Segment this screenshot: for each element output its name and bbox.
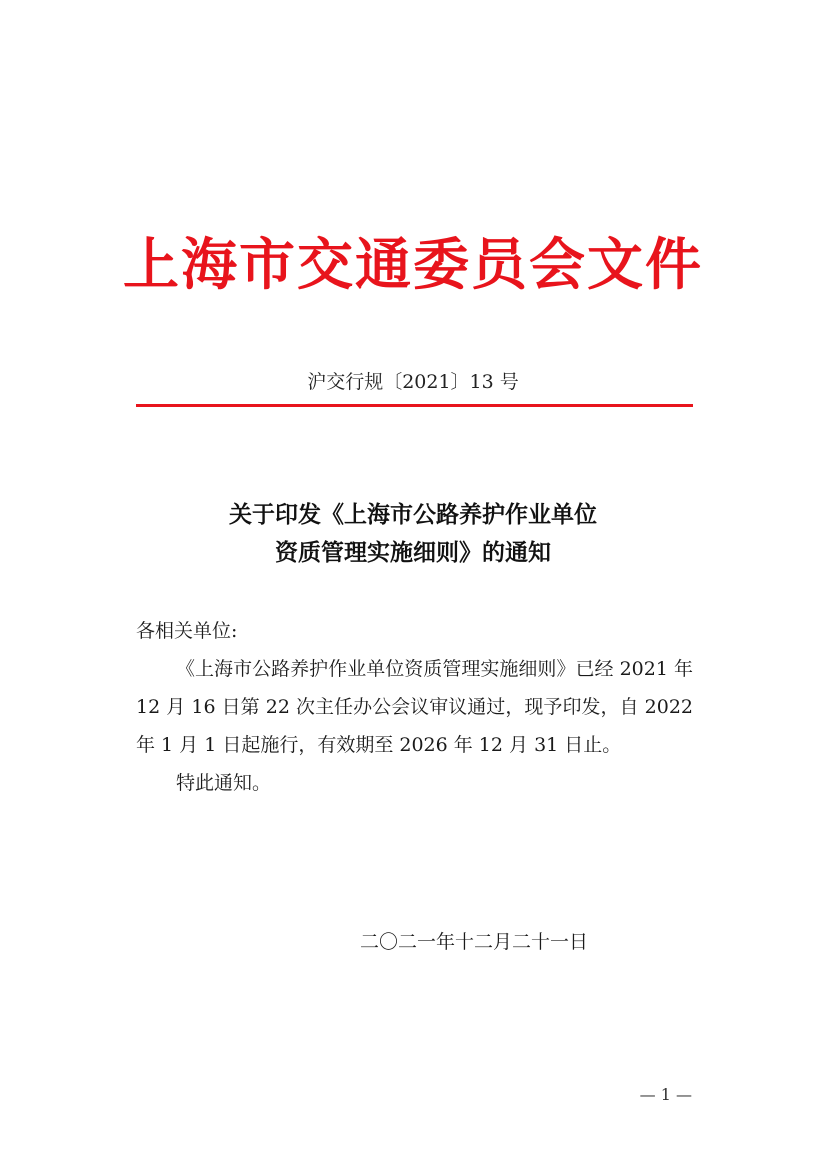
document-header-title: 上海市交通委员会文件 xyxy=(123,233,703,298)
issue-date: 二〇二一年十二月二十一日 xyxy=(360,931,589,953)
closing-remark: 特此通知。 xyxy=(176,772,272,794)
document-number: 沪交行规〔2021〕13 号 xyxy=(307,371,519,393)
notice-title-line-2: 资质管理实施细则》的通知 xyxy=(275,540,551,566)
page-number: — 1 — xyxy=(639,1085,692,1104)
body-paragraph: 《上海市公路养护作业单位资质管理实施细则》已经 2021 年 12 月 16 日第 22 次主任办公会议审议通过，现予印发，自 2022 年 1 月 1 日起施行，有效期至 2026 年 12 月 31 日止。 xyxy=(136,658,693,756)
salutation: 各相关单位: xyxy=(136,620,238,642)
notice-title-line-1: 关于印发《上海市公路养护作业单位 xyxy=(229,502,597,528)
red-divider-line xyxy=(136,404,693,407)
notice-title xyxy=(0,496,826,572)
notice-body xyxy=(136,612,693,802)
